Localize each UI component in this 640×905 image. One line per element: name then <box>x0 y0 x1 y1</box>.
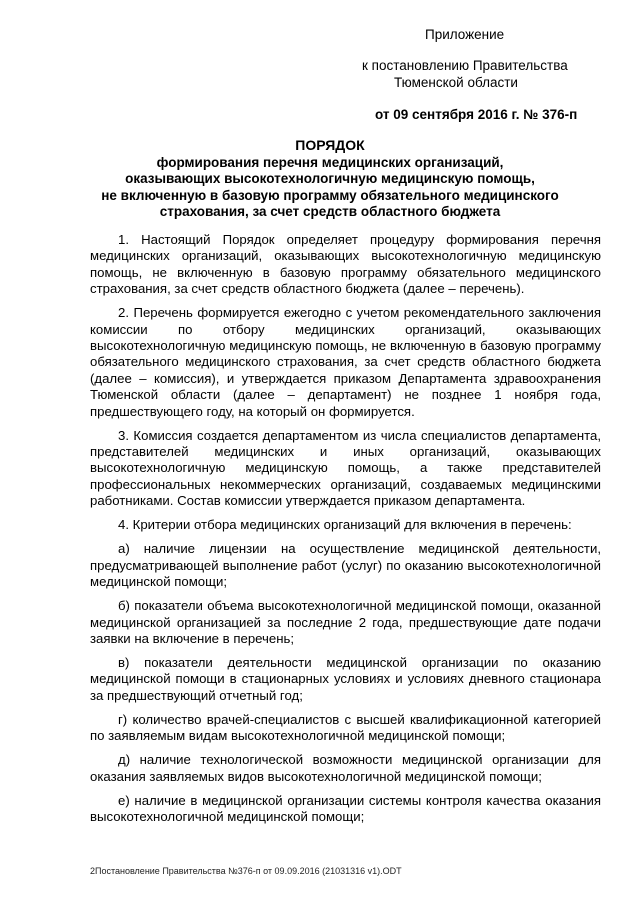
resolution-date-number: от 09 сентября 2016 г. № 376-п <box>375 107 578 122</box>
criterion-g: г) количество врачей-специалистов с высшей квалификационной категорией по заявляемым видам высокотехнологичной медицинской помощи; <box>90 711 601 744</box>
page-footer: 2Постановление Правительства №376-п от 09.09.2016 (21031316 v1).ODT <box>90 866 402 876</box>
paragraph-4: 4. Критерии отбора медицинских организаций для включения в перечень: <box>118 517 572 533</box>
title-main: ПОРЯДОК <box>295 137 365 153</box>
criterion-b: б) показатели объема высокотехнологичной медицинской помощи, оказанной медицинской организацией за последние 2 года, предшествующие дате подачи заявки на включение в перечень; <box>90 598 601 646</box>
document-title <box>80 137 580 221</box>
appendix-label: Приложение <box>425 27 505 42</box>
criterion-d: д) наличие технологической возможности медицинской организации для оказания заявляемых видов высокотехнологичной медицинской помощи; <box>90 752 601 784</box>
resolution-reference: к постановлению Правительства <box>362 58 568 73</box>
criterion-a: а) наличие лицензии на осуществление медицинской деятельности, предусматривающей выполнение работ (услуг) по оказанию высокотехнологичной медицинской помощи; <box>90 541 601 590</box>
paragraph-3: 3. Комиссия создается департаментом из числа специалистов департамента, представителей медицинских и иных организаций, оказывающих высокотехнологичную медицинскую помощь, а также представителей профессиональных некоммерческих организаций, создаваемых медицинскими работниками. Состав комиссии утверждается приказом департамента. <box>90 427 601 509</box>
criterion-v: в) показатели деятельности медицинской организации по оказанию медицинской помощи в стационарных условиях и условиях дневного стационара за предшествующий отчетный год; <box>90 654 601 703</box>
paragraph-2: 2. Перечень формируется ежегодно с учетом рекомендательного заключения комиссии по отбору медицинских организаций, оказывающих высокотехнологичную медицинскую помощь, не включенную в базовую программу обязательного медицинского страхования, за счет средств областного бюджета (далее – комиссия), и утверждается приказом Департамента здравоохранения Тюменской области (далее – департамент) не позднее 1 ноября года, предшествующего году, на который он формируется. <box>90 305 601 419</box>
title-subtitle: формирования перечня медицинских организаций, оказывающих высокотехнологичную медицинскую помощь, не включенную в базовую программу обязательного медицинского страхования, за счет средств областного бюджета <box>101 154 559 219</box>
paragraph-1: 1. Настоящий Порядок определяет процедуру формирования перечня медицинских организаций, оказывающих высокотехнологичную медицинскую помощь, не включенную в базовую программу обязательного медицинского страхования, за счет средств областного бюджета (далее – перечень). <box>90 232 601 297</box>
criterion-e: е) наличие в медицинской организации системы контроля качества оказания высокотехнологичной медицинской помощи; <box>90 792 601 824</box>
appendix-header <box>362 26 612 123</box>
document-body <box>90 232 601 833</box>
region-name: Тюменской области <box>394 75 518 90</box>
